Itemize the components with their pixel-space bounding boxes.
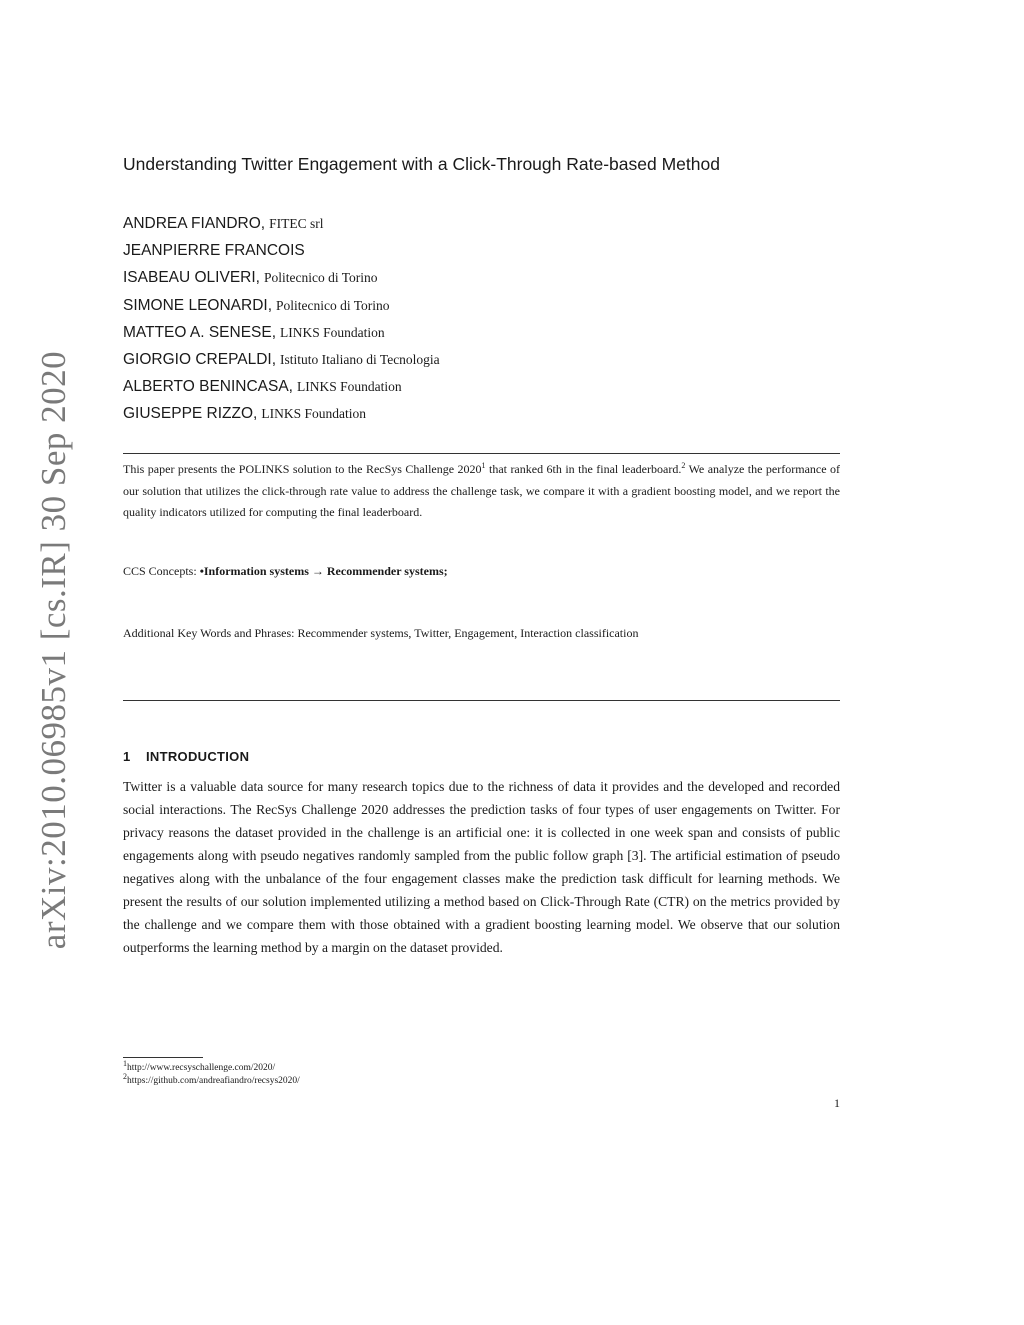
abstract-top-rule: [123, 453, 840, 454]
author-affiliation: LINKS Foundation: [297, 379, 402, 395]
section-number: 1: [123, 749, 131, 764]
author-entry: [123, 294, 843, 321]
abstract-text: We analyze the performance of our solution that utilizes the click-through rate value to address the challenge task, we compare it with a gradient boosting model, and we report the quality indicators utilized for computing the final leaderboard.: [123, 462, 841, 519]
ccs-subconcept: Recommender systems;: [326, 564, 448, 578]
abstract: [123, 459, 840, 524]
footnote-number: 2: [123, 1071, 127, 1081]
author-name: MATTEO A. SENESE,: [123, 323, 277, 341]
author-affiliation: Istituto Italiano di Tecnologia: [280, 351, 440, 367]
ccs-concepts: [123, 564, 840, 579]
abstract-text: that ranked 6th in the final leaderboard.: [485, 462, 682, 476]
ccs-concept: Information systems: [203, 564, 309, 578]
ccs-label: CCS Concepts:: [123, 564, 200, 578]
author-entry: [123, 266, 843, 293]
author-affiliation: Politecnico di Torino: [276, 297, 390, 313]
section-heading: [123, 749, 249, 764]
paper-title: Understanding Twitter Engagement with a Click-Through Rate-based Method: [123, 154, 720, 174]
introduction-paragraph: Twitter is a valuable data source for many research topics due to the richness of data it provides and the developed and recorded social interactions. The RecSys Challenge 2020 addresses the prediction tasks of four types of user engagements on Twitter. For privacy reasons the dataset provided in the challenge is an artificial one: it is collected in one week span and consists of public engagements along with pseudo negatives randomly sampled from the public follow graph [3]. The artificial estimation of pseudo negatives along with the unbalance of the four engagement classes make the prediction task difficult for learning methods. We present the results of our solution implemented utilizing a method based on Click-Through Rate (CTR) on the metrics provided by the challenge and we compare them with those obtained with a gradient boosting learning model. We observe that our solution outperforms the learning method by a margin on the dataset provided.: [123, 779, 840, 955]
page-number: 1: [834, 1096, 840, 1110]
footnote-number: 1: [123, 1058, 127, 1068]
author-entry: [123, 239, 843, 266]
author-name: JEANPIERRE FRANCOIS: [123, 242, 305, 260]
ccs-bullet: •: [199, 564, 204, 578]
author-entry: [123, 348, 843, 375]
footnote-rule: [123, 1057, 203, 1058]
author-affiliation: LINKS Foundation: [280, 324, 385, 340]
author-list: [123, 212, 843, 430]
author-name: ANDREA FIANDRO,: [123, 215, 266, 232]
author-name: SIMONE LEONARDI,: [123, 296, 272, 314]
abstract-text: This paper presents the POLINKS solution to the RecSys Challenge 2020: [123, 462, 482, 476]
author-name: ISABEAU OLIVERI,: [123, 269, 260, 287]
author-name: GIORGIO CREPALDI,: [123, 350, 277, 368]
keywords: Additional Key Words and Phrases: Recommender systems, Twitter, Engagement, Interaction classification: [123, 626, 639, 640]
footnote-link[interactable]: https://github.com/andreafiandro/recsys2020/: [127, 1076, 300, 1086]
author-affiliation: FITEC srl: [269, 216, 324, 231]
author-name: GIUSEPPE RIZZO,: [123, 405, 258, 423]
arxiv-identifier: arXiv:2010.06985v1 [cs.IR] 30 Sep 2020: [34, 350, 73, 950]
footnote: [123, 1071, 840, 1088]
author-affiliation: Politecnico di Torino: [263, 270, 378, 286]
abstract-bottom-rule: [123, 700, 840, 701]
footnote-marker: 1: [481, 461, 486, 470]
author-affiliation: LINKS Foundation: [261, 406, 366, 422]
footnote: [123, 1058, 840, 1075]
footnotes: [123, 1058, 840, 1088]
author-entry: [123, 402, 843, 429]
section-title: INTRODUCTION: [146, 749, 250, 764]
footnote-marker: 2: [681, 461, 686, 470]
author-entry: [123, 321, 843, 348]
author-entry: [123, 375, 843, 402]
author-entry: [123, 212, 843, 239]
ccs-arrow: →: [308, 564, 327, 578]
footnote-link[interactable]: http://www.recsyschallenge.com/2020/: [127, 1063, 276, 1073]
author-name: ALBERTO BENINCASA,: [123, 378, 293, 396]
